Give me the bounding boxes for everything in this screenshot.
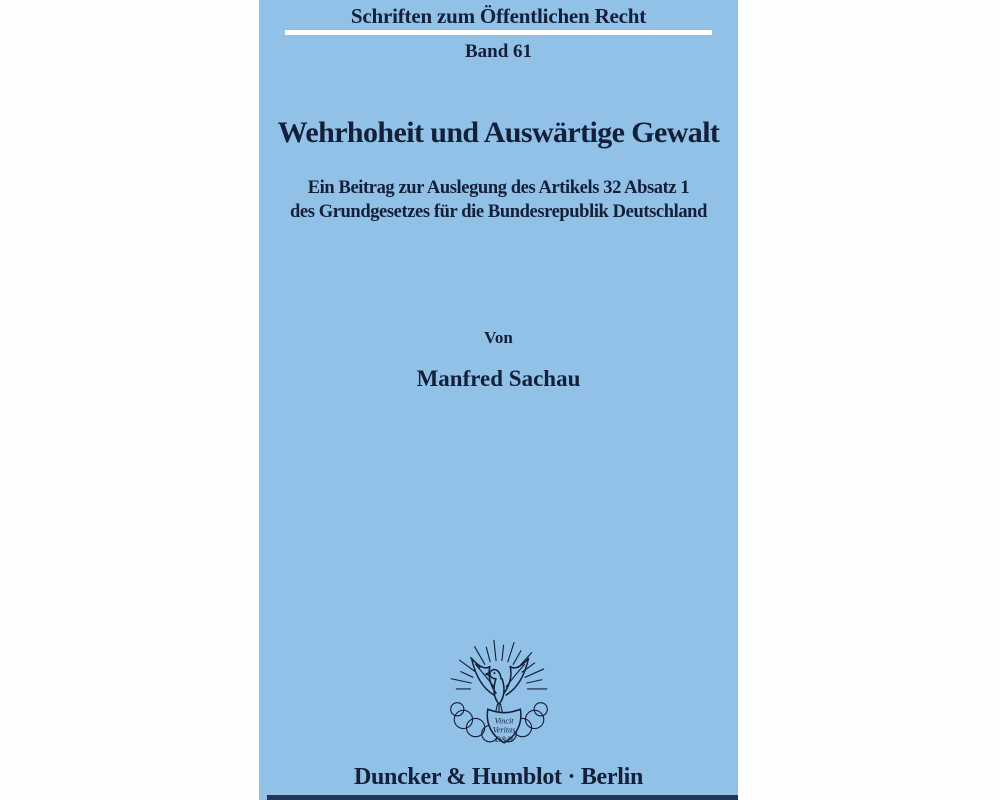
subtitle-line-1: Ein Beitrag zur Auslegung des Artikels 32 Absatz 1	[307, 178, 690, 198]
series-divider-rule	[285, 30, 712, 35]
series-band-number: Band 61	[464, 41, 533, 62]
motto-line-1: Vincit	[494, 716, 513, 726]
publisher-imprint: Duncker & Humblot · Berlin	[353, 764, 644, 790]
book-cover	[259, 0, 738, 800]
rays-icon	[451, 640, 547, 689]
subtitle-line-2: des Grundgesetzes für die Bundesrepublik Deutschland	[290, 202, 707, 222]
book-subtitle	[259, 176, 738, 224]
motto-line-2: Veritas	[492, 725, 515, 735]
eagle-head	[485, 670, 500, 679]
eagle-left-wing	[471, 658, 495, 695]
byline-von-label: Von	[484, 328, 513, 347]
book-title: Wehrhoheit und Auswärtige Gewalt	[277, 116, 720, 149]
author-name: Manfred Sachau	[416, 366, 581, 391]
publisher-logo	[443, 636, 555, 752]
phoenix-eagle-icon	[443, 636, 555, 752]
eagle-right-wing	[504, 658, 528, 695]
publisher-initials: D&H	[494, 734, 513, 744]
series-title: Schriften zum Öffentlichen Recht	[350, 4, 647, 28]
cover-bottom-edge	[267, 795, 738, 800]
